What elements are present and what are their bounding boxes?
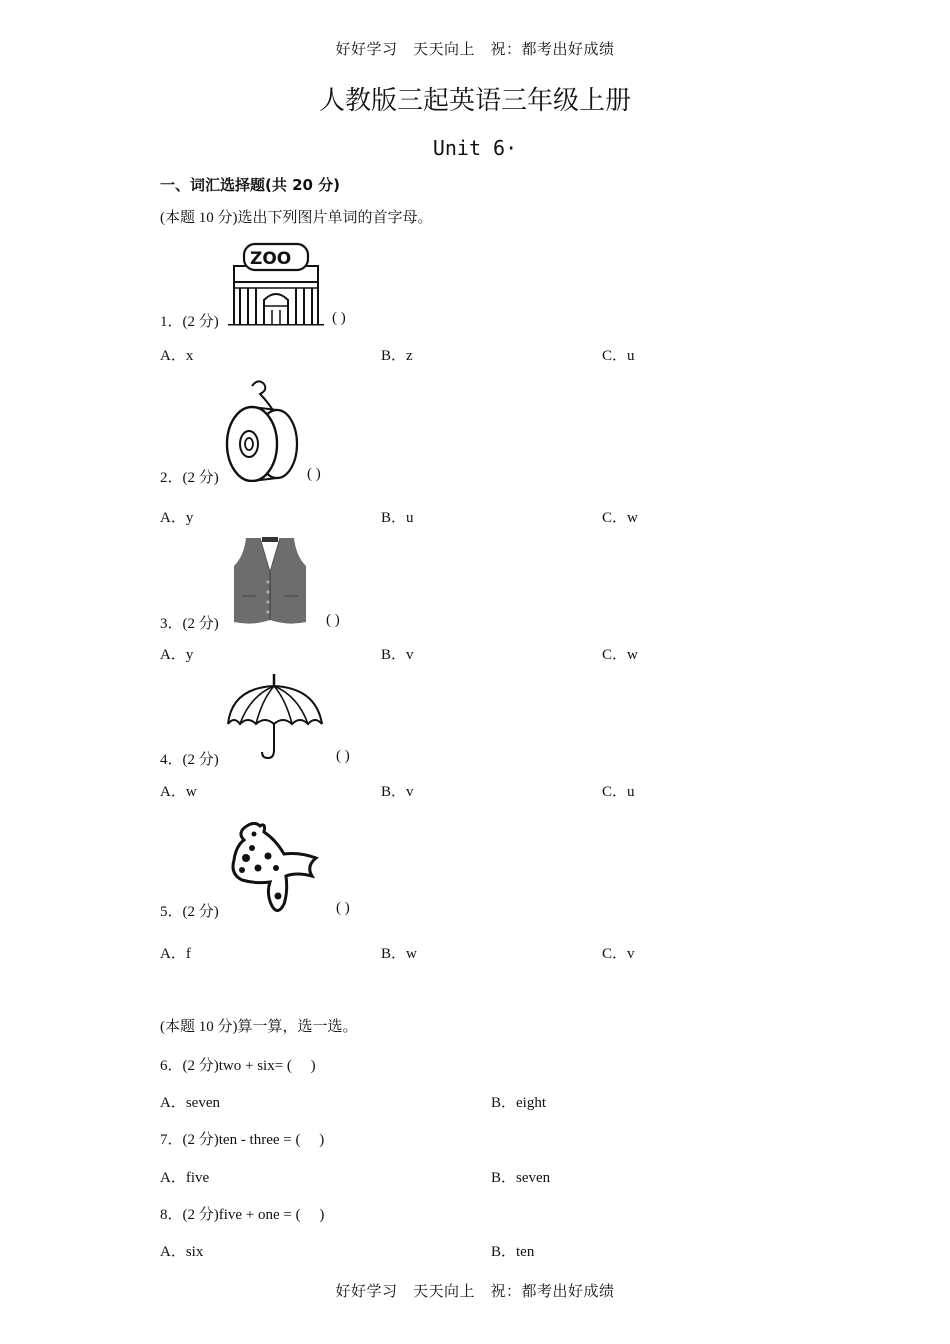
question-1-option-b: B．z bbox=[381, 348, 413, 364]
umbrella-icon bbox=[226, 672, 326, 760]
question-1-answer-blank: ( ) bbox=[332, 310, 346, 326]
question-1-option-c: C．u bbox=[602, 348, 635, 364]
question-2-answer-blank: ( ) bbox=[307, 466, 321, 482]
question-5-option-b: B．w bbox=[381, 946, 417, 962]
question-3-option-c: C．w bbox=[602, 647, 638, 663]
question-6-text: 6．(2 分)two + six= ( ) bbox=[160, 1058, 316, 1074]
question-5-option-c: C．v bbox=[602, 946, 635, 962]
question-5-option-a: A．f bbox=[160, 946, 191, 962]
question-7-text: 7．(2 分)ten - three = ( ) bbox=[160, 1132, 325, 1148]
question-1-number: 1．(2 分) bbox=[160, 314, 219, 330]
svg-text:ZOO: ZOO bbox=[250, 249, 292, 269]
question-5-number: 5．(2 分) bbox=[160, 904, 219, 920]
question-2-option-a: A．y bbox=[160, 510, 194, 526]
footer-motto: 好好学习 天天向上 祝：都考出好成绩 bbox=[335, 1282, 615, 1300]
question-3-number: 3．(2 分) bbox=[160, 616, 219, 632]
question-7-option-a: A．five bbox=[160, 1170, 210, 1186]
question-4-number: 4．(2 分) bbox=[160, 752, 219, 768]
question-7-option-b: B．seven bbox=[491, 1170, 551, 1186]
question-2-number: 2．(2 分) bbox=[160, 470, 219, 486]
question-2-option-c: C．w bbox=[602, 510, 638, 526]
page-title: 人教版三起英语三年级上册 bbox=[318, 86, 631, 116]
question-6-option-a: A．seven bbox=[160, 1095, 220, 1111]
question-5-answer-blank: ( ) bbox=[336, 900, 350, 916]
question-6-option-b: B．eight bbox=[491, 1095, 546, 1111]
header-motto: 好好学习 天天向上 祝：都考出好成绩 bbox=[335, 40, 615, 58]
question-1-option-a: A．x bbox=[160, 348, 194, 364]
question-3-option-b: B．v bbox=[381, 647, 414, 663]
toy-plane-icon bbox=[226, 818, 320, 918]
question-8-option-b: B．ten bbox=[491, 1244, 535, 1260]
zoo-building-icon bbox=[226, 240, 326, 326]
question-2-option-b: B．u bbox=[381, 510, 414, 526]
question-4-option-c: C．u bbox=[602, 784, 635, 800]
question-8-option-a: A．six bbox=[160, 1244, 204, 1260]
question-4-answer-blank: ( ) bbox=[336, 748, 350, 764]
question-4-option-a: A．w bbox=[160, 784, 197, 800]
question-8-text: 8．(2 分)five + one = ( ) bbox=[160, 1207, 325, 1223]
question-3-answer-blank: ( ) bbox=[326, 612, 340, 628]
yoyo-icon bbox=[222, 378, 302, 482]
unit-title: Unit 6· bbox=[432, 136, 518, 160]
section-heading: 一、词汇选择题(共 20 分) bbox=[160, 176, 341, 194]
section-note: (本题 10 分)选出下列图片单词的首字母。 bbox=[160, 210, 433, 226]
question-4-option-b: B．v bbox=[381, 784, 414, 800]
section2-note: (本题 10 分)算一算，选一选。 bbox=[160, 1019, 358, 1035]
vest-icon bbox=[232, 536, 308, 626]
question-3-option-a: A．y bbox=[160, 647, 194, 663]
